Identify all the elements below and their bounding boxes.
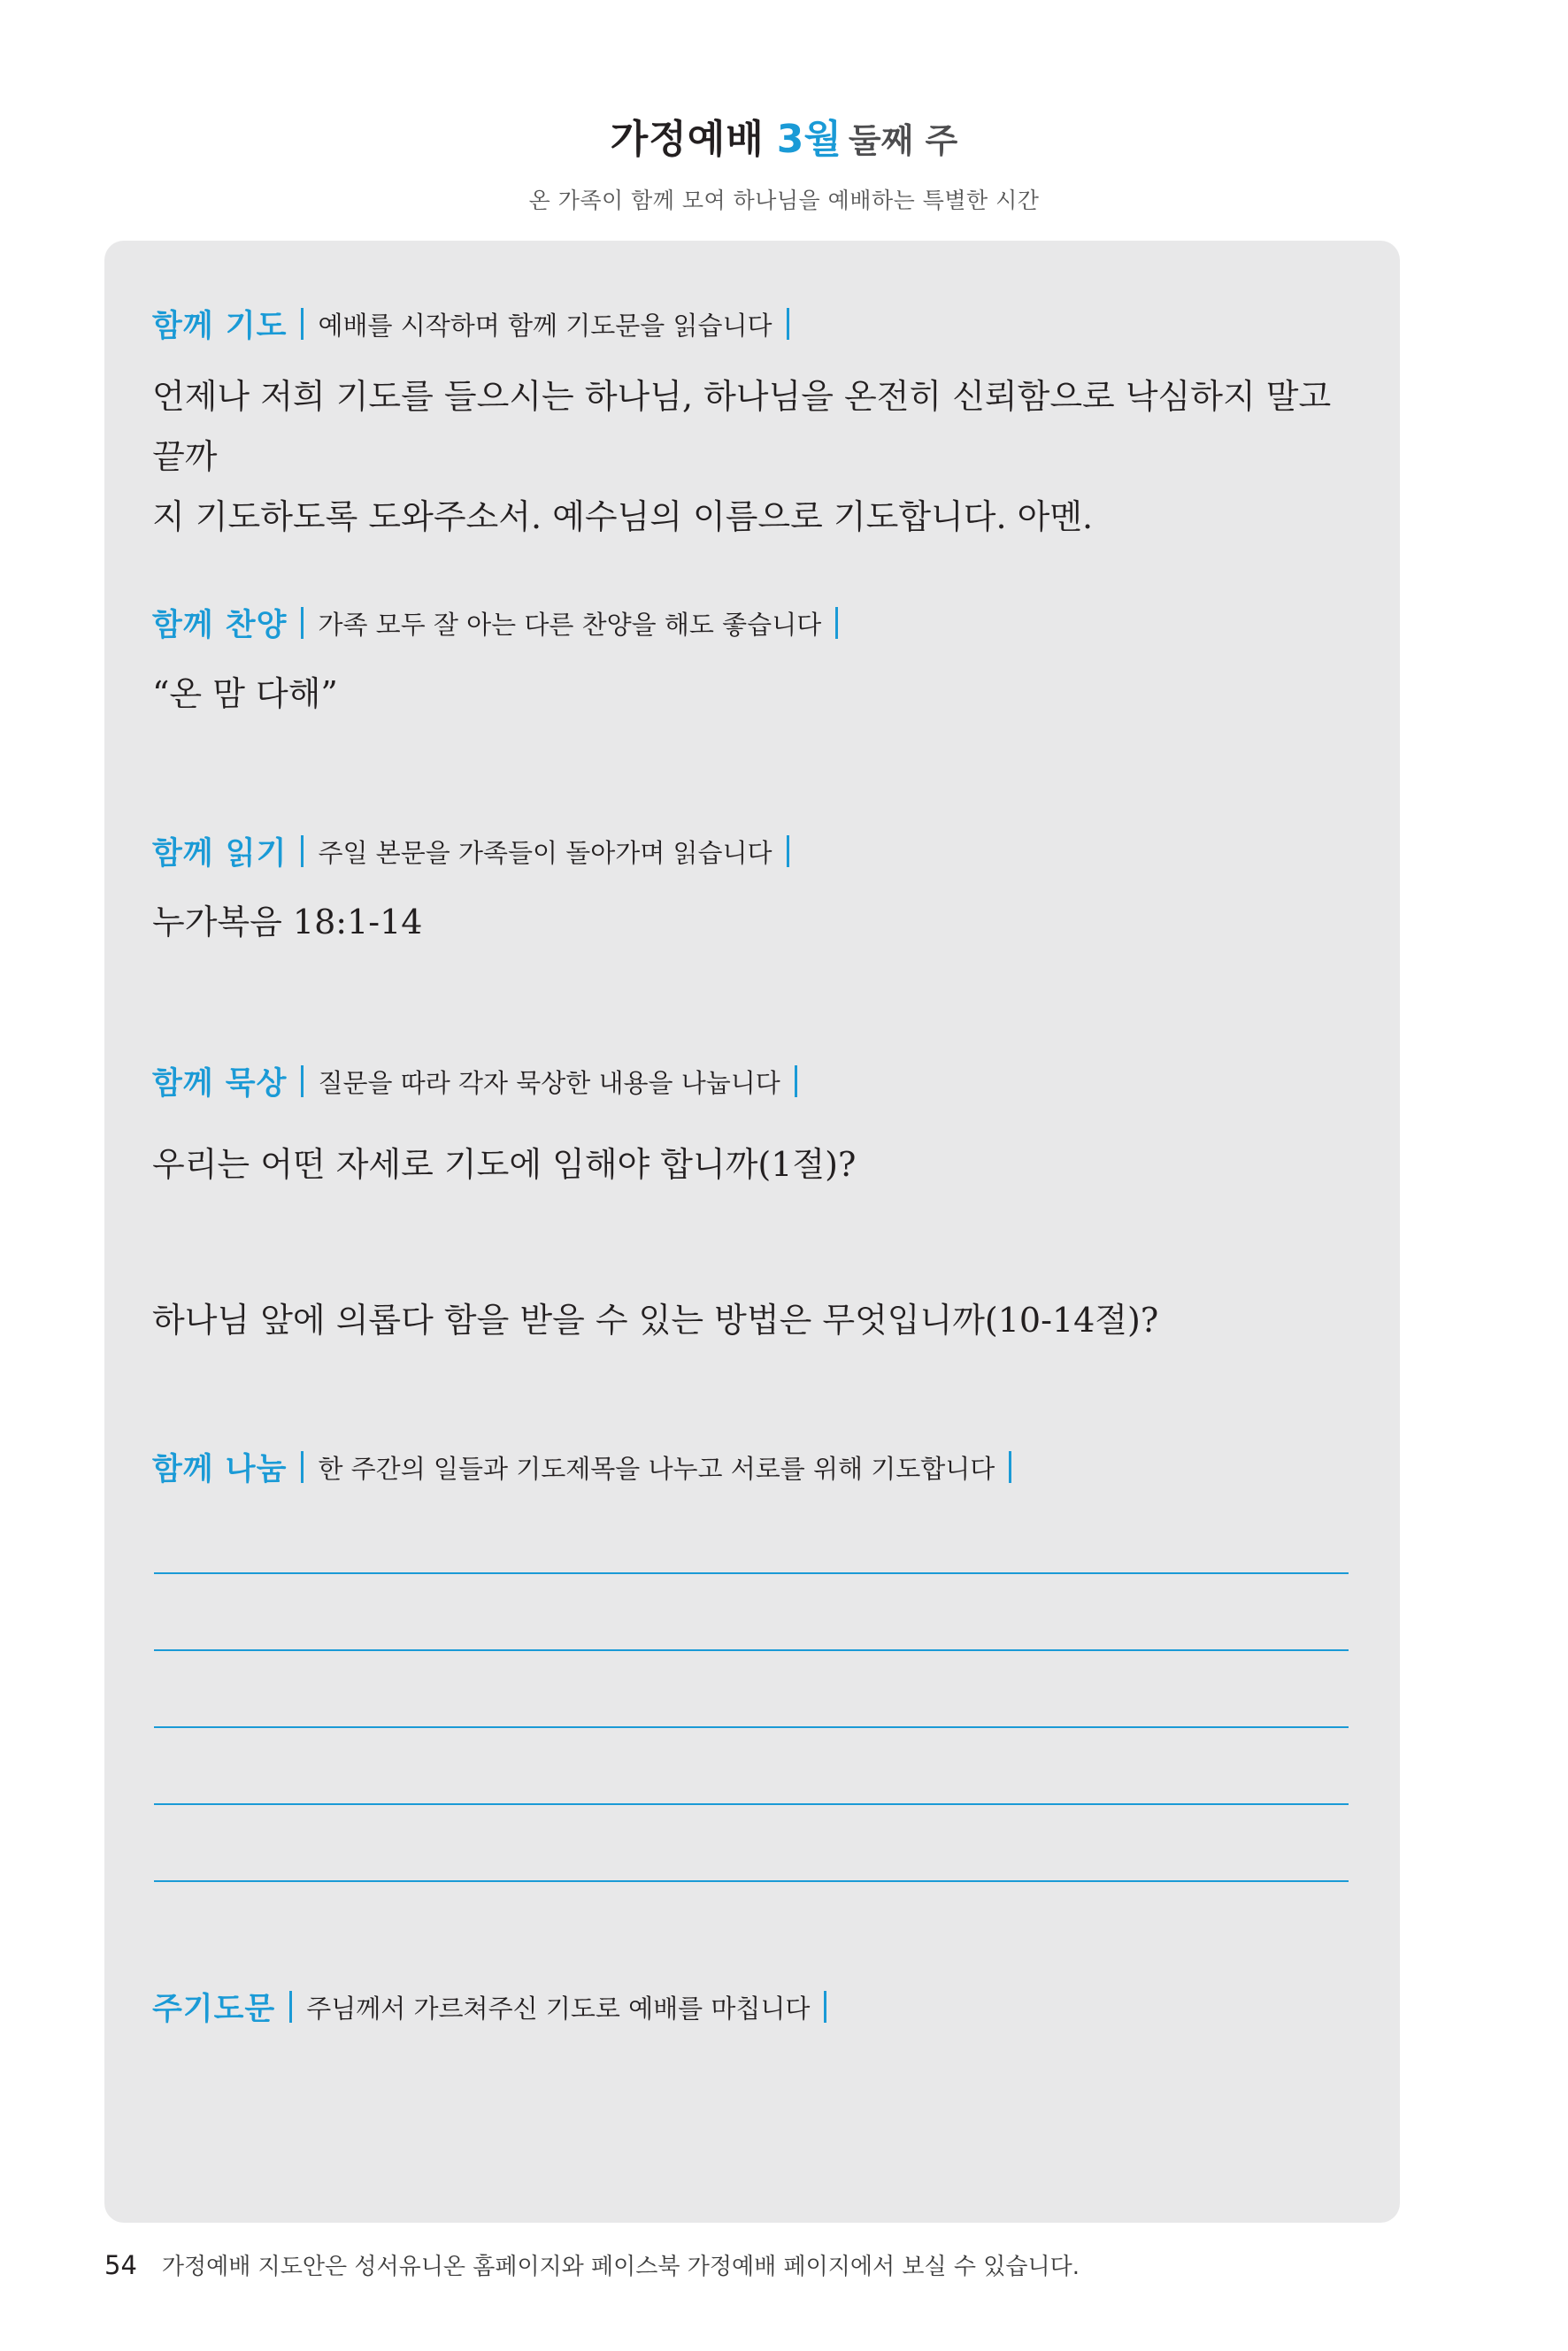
section-header	[152, 598, 1373, 648]
divider-bar	[795, 1065, 797, 1097]
divider-bar	[1009, 1451, 1011, 1483]
section-description: 가족 모두 잘 아는 다른 찬양을 해도 좋습니다	[318, 609, 822, 640]
writing-line[interactable]	[154, 1875, 1352, 1887]
title-week: 둘째 주	[848, 121, 958, 160]
section-title: 함께 나눔	[152, 1452, 288, 1487]
divider-bar	[301, 607, 304, 639]
section-meditation	[152, 1056, 1373, 1106]
divider-bar	[301, 1065, 304, 1097]
meditation-question-1: 우리는 어떤 자세로 기도에 임해야 합니까(1절)?	[152, 1145, 857, 1184]
section-description: 예배를 시작하며 함께 기도문을 읽습니다	[318, 310, 772, 341]
wavy-line-icon	[154, 1644, 1352, 1656]
section-title: 함께 묵상	[152, 1066, 288, 1102]
wavy-line-icon	[154, 1798, 1352, 1810]
divider-bar	[824, 1991, 826, 2023]
writing-line[interactable]	[154, 1798, 1352, 1810]
wavy-line-icon	[154, 1567, 1352, 1579]
title-main: 가정예배	[610, 117, 765, 162]
writing-line[interactable]	[154, 1644, 1352, 1656]
divider-bar	[301, 308, 304, 340]
writing-line[interactable]	[154, 1567, 1352, 1579]
section-title: 함께 읽기	[152, 836, 288, 872]
section-description: 주일 본문을 가족들이 돌아가며 읽습니다	[318, 837, 772, 868]
worship-panel	[104, 241, 1400, 2223]
section-header	[152, 1982, 1373, 2032]
section-header	[152, 826, 1373, 876]
divider-bar	[787, 835, 789, 867]
section-reading	[152, 826, 1373, 952]
section-header	[152, 1442, 1373, 1492]
divider-bar	[301, 1451, 304, 1483]
page-footer	[104, 2249, 1432, 2283]
section-prayer	[152, 299, 1373, 547]
praise-song: “온 맘 다해”	[152, 674, 338, 713]
scripture-reference: 누가복음 18:1-14	[152, 903, 423, 941]
prayer-text	[152, 366, 1373, 547]
wavy-line-icon	[154, 1721, 1352, 1733]
page-title	[0, 113, 1568, 167]
section-description: 질문을 따라 각자 묵상한 내용을 나눕니다	[318, 1067, 780, 1098]
wavy-line-icon	[154, 1875, 1352, 1887]
section-title: 함께 찬양	[152, 608, 288, 643]
page-subtitle: 온 가족이 함께 모여 하나님을 예배하는 특별한 시간	[528, 188, 1040, 213]
section-sharing	[152, 1442, 1373, 1492]
prayer-line: 지 기도하도록 도와주소서. 예수님의 이름으로 기도합니다. 아멘.	[152, 497, 1094, 536]
meditation-question-2: 하나님 앞에 의롭다 함을 받을 수 있는 방법은 무엇입니까(10-14절)?	[152, 1301, 1159, 1340]
divider-bar	[301, 835, 304, 867]
section-praise	[152, 598, 1373, 724]
divider-bar	[835, 607, 838, 639]
page-header	[0, 113, 1568, 217]
writing-line[interactable]	[154, 1721, 1352, 1733]
section-header	[152, 299, 1373, 349]
section-description: 주님께서 가르쳐주신 기도로 예배를 마칩니다	[306, 1993, 811, 2024]
section-lords-prayer	[152, 1982, 1373, 2032]
divider-bar	[787, 308, 789, 340]
section-description: 한 주간의 일들과 기도제목을 나누고 서로를 위해 기도합니다	[318, 1453, 995, 1484]
section-title: 함께 기도	[152, 309, 288, 344]
section-title: 주기도문	[152, 1992, 276, 2027]
divider-bar	[289, 1991, 292, 2023]
prayer-line: 언제나 저희 기도를 들으시는 하나님, 하나님을 온전히 신뢰함으로 낙심하지 말고 끝까	[152, 377, 1332, 476]
title-month: 3월	[776, 117, 842, 162]
section-header	[152, 1056, 1373, 1106]
footer-note: 가정예배 지도안은 성서유니온 홈페이지와 페이스북 가정예배 페이지에서 보실 수 있습니다.	[161, 2254, 1080, 2280]
page-number: 54	[104, 2250, 137, 2280]
